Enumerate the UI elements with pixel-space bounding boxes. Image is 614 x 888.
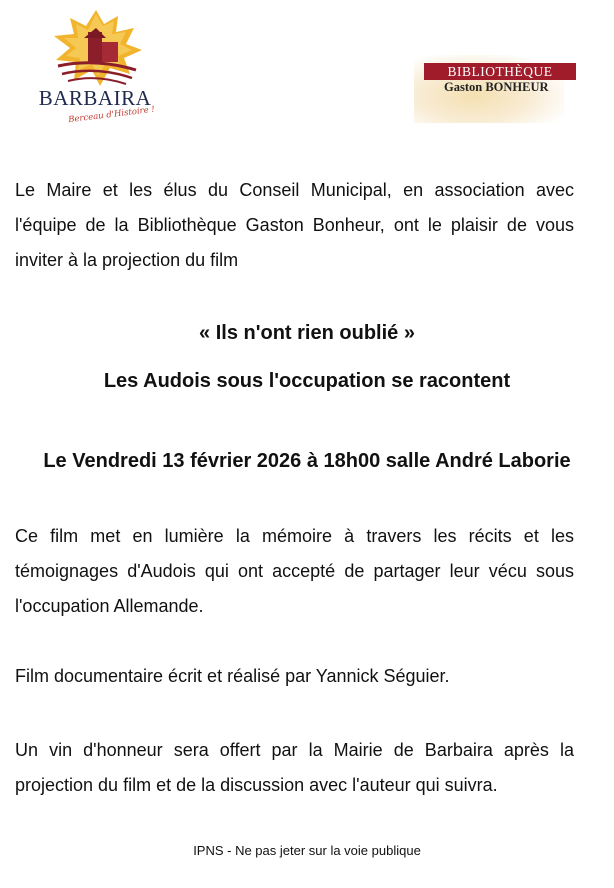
footer-notice: IPNS - Ne pas jeter sur la voie publique xyxy=(193,843,421,858)
bibliotheque-logo xyxy=(412,55,572,123)
film-subtitle: Les Audois sous l'occupation se racontent xyxy=(103,370,511,392)
grape-leaf-icon xyxy=(48,8,144,88)
event-date: Le Vendredi 13 février 2026 à 18h00 salle André Laborie xyxy=(43,450,571,472)
bibliotheque-logo-subtitle: Gaston BONHEUR xyxy=(444,80,549,94)
barbaira-logo-name: BARBAIRA xyxy=(38,86,152,110)
reception-paragraph: Un vin d'honneur sera offert par la Mairie de Barbaira après la projection du film et de la discussion avec l'auteur qui suivra. xyxy=(15,740,574,795)
barbaira-logo-tagline: Berceau d'Histoire ! xyxy=(67,104,156,126)
barbaira-logo xyxy=(30,8,160,133)
bibliotheque-logo-title: BIBLIOTHÈQUE xyxy=(424,63,576,80)
credits-paragraph: Film documentaire écrit et réalisé par Yannick Séguier. xyxy=(15,666,450,686)
invitation-paragraph: Le Maire et les élus du Conseil Municipal, en association avec l'équipe de la Bibliothèque Gaston Bonheur, ont le plaisir de vous inviter à la projection du film xyxy=(15,180,574,270)
film-title: « Ils n'ont rien oublié » xyxy=(199,322,415,344)
description-paragraph: Ce film met en lumière la mémoire à travers les récits et les témoignages d'Audois qui ont accepté de partager leur vécu sous l'occupation Allemande. xyxy=(15,526,574,616)
